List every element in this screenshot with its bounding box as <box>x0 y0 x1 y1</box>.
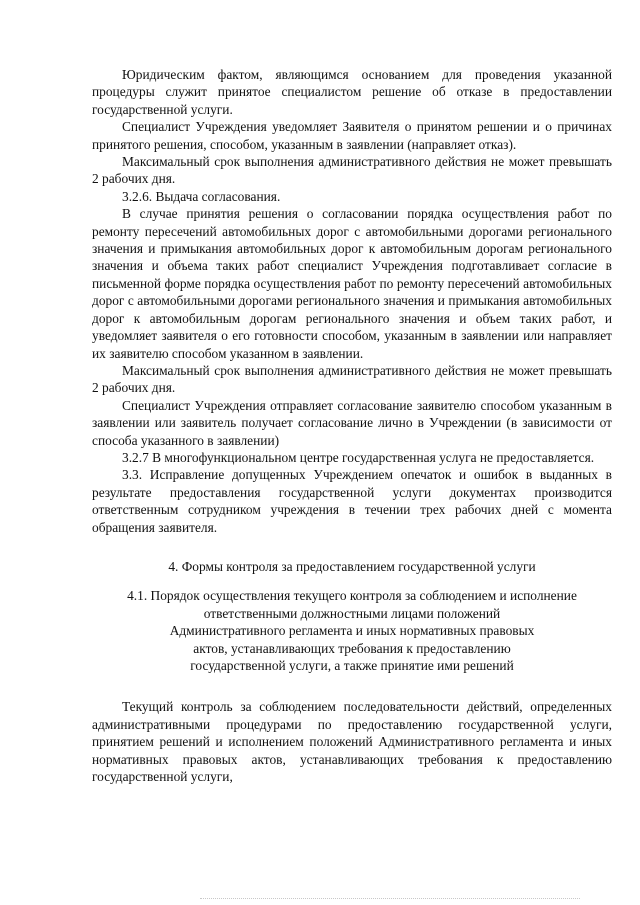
spacer <box>92 536 612 558</box>
section-heading: 4. Формы контроля за предоставлением государственной услуги <box>168 558 536 574</box>
subsection-heading-line: актов, устанавливающих требования к предоставлению <box>193 640 511 656</box>
paragraph-3-2-6: 3.2.6. Выдача согласования. <box>122 188 281 204</box>
paragraph-legal-fact: Юридическим фактом, являющимся основанием для проведения указанной процедуры служит принятое специалистом решение об отказе в предоставлении государственной услуги. <box>92 67 612 117</box>
subsection-heading-line: государственной услуги, а также принятие ими решений <box>190 658 514 673</box>
paragraph-send-approval: Специалист Учреждения отправляет согласование заявителю способом указанным в заявлении или заявитель получает согласование лично в Учреждении (в зависимости от способа указанного в заявлении) <box>92 397 612 448</box>
paragraph-notify-applicant: Специалист Учреждения уведомляет Заявителя о принятом решении и о причинах принятого решения, способом, указанным в заявлении (направляет отказ). <box>92 119 612 152</box>
paragraph-3-2-7: 3.2.7 В многофункциональном центре государственная услуга не предоставляется. <box>122 449 595 465</box>
spacer <box>92 575 612 587</box>
paragraph-max-term-1: Максимальный срок выполнения административного действия не может превышать 2 рабочих дня. <box>92 154 612 187</box>
subsection-heading <box>92 587 612 674</box>
spacer <box>92 674 612 698</box>
subsection-heading-line: Административного регламента и иных нормативных правовых <box>169 623 535 639</box>
document-body <box>92 66 612 785</box>
footer-scan-line <box>200 898 580 900</box>
paragraph-approval-decision: В случае принятия решения о согласовании порядка осуществления работ по ремонту пересечений автомобильных дорог с автомобильными дорогами регионального значения и примыкания автомобильных дорог к автомобильным дорогам регионального значения и объема таких работ специалист Учреждения подготавливает согласие в письменной форме порядка осуществления работ по ремонту пересечений автомобильных дорог с автомобильными дорогами регионального значения и примыкания автомобильных дорог к автомобильным дорогам регионального значения и объем таких работ, и уведомляет заявителя о его готовности способом, указанным в заявлении или направляет их заявителю способом указанном в заявлении. <box>92 206 612 361</box>
subsection-heading-line: ответственными должностными лицами положений <box>203 605 501 621</box>
subsection-heading-line: 4.1. Порядок осуществления текущего контроля за соблюдением и исполнение <box>127 588 577 604</box>
paragraph-3-3: 3.3. Исправление допущенных Учреждением опечаток и ошибок в выданных в результате предоставления государственной услуги документах производится ответственным сотрудником учреждения в течении трех рабочих дней с момента обращения заявителя. <box>92 467 612 535</box>
paragraph-max-term-2: Максимальный срок выполнения административного действия не может превышать 2 рабочих дня. <box>92 362 612 396</box>
paragraph-current-control: Текущий контроль за соблюдением последовательности действий, определенных административными процедурами по предоставлению государственной услуги, принятием решений и исполнением положений Административного регламента и иных нормативных правовых актов, устанавливающих требования к предоставлению государственной услуги, <box>92 699 612 785</box>
